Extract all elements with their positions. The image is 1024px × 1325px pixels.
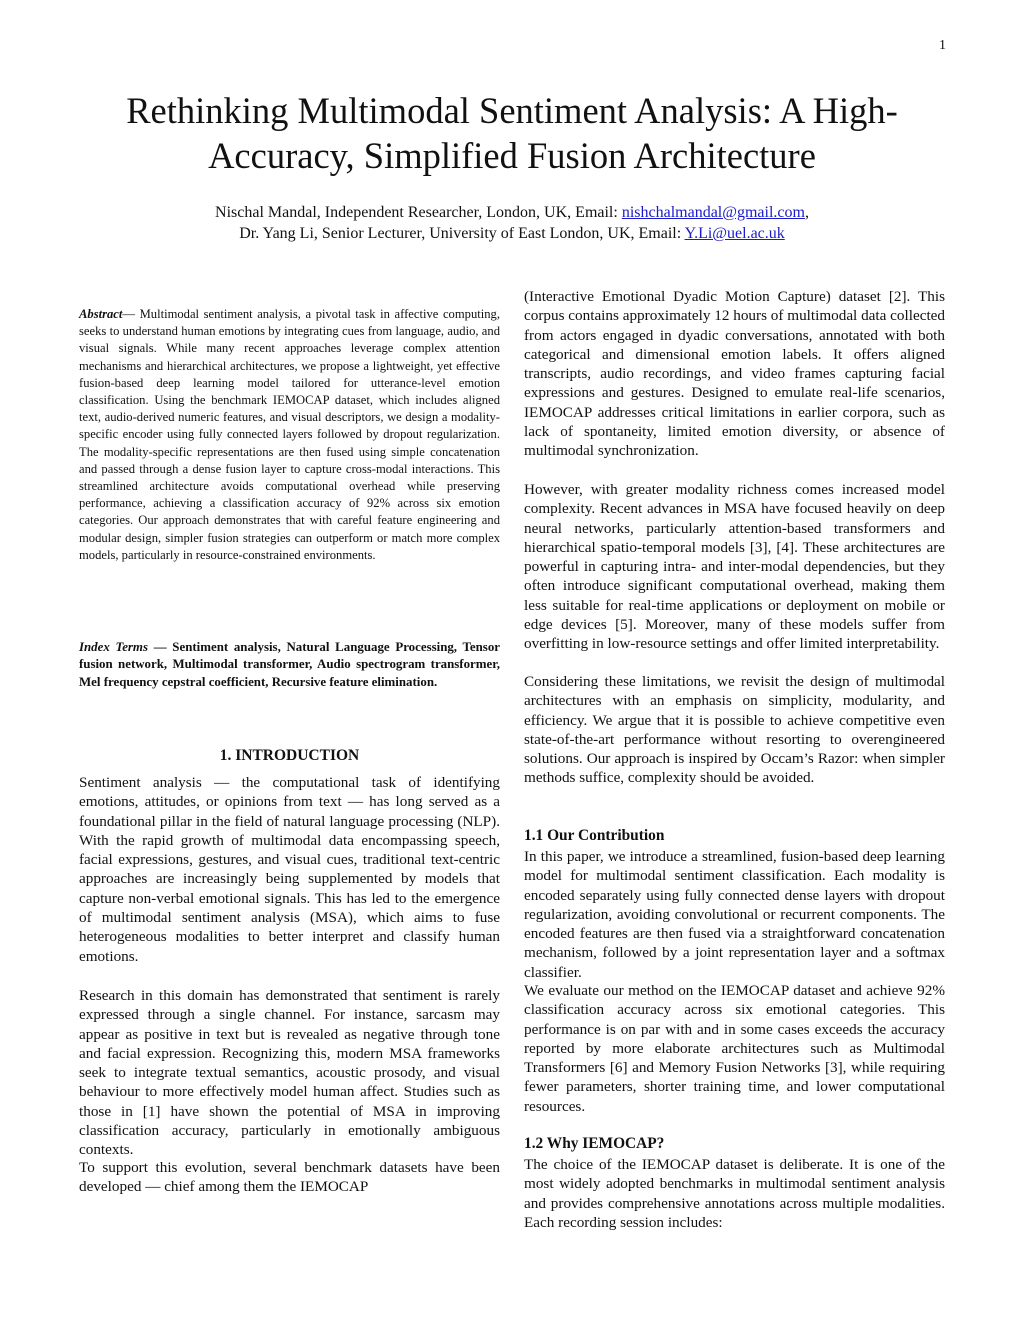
- index-terms-label: Index Terms: [79, 640, 148, 654]
- paper-title: Rethinking Multimodal Sentiment Analysis: A High-Accuracy, Simplified Fusion Architecture: [126, 90, 898, 176]
- author-1-affiliation: Nischal Mandal, Independent Researcher, London, UK, Email:: [215, 204, 622, 221]
- contribution-heading: 1.1 Our Contribution: [524, 827, 665, 844]
- contribution-paragraph-2: We evaluate our method on the IEMOCAP dataset and achieve 92% classification accuracy across six emotional categories. This performance is on par with and in some cases exceeds the accuracy reported by more elaborate architectures such as Multimodal Transformers [6] and Memory Fusion Networks [3], while requiring fewer parameters, shorter training time, and lower computational resources.: [524, 982, 945, 1115]
- intro-paragraph-1: Sentiment analysis — the computational task of identifying emotions, attitudes, or opinions from text — has long served as a foundational pillar in the field of natural language processing (NLP). With the rapid growth of multimodal data encompassing speech, facial expressions, gestures, and visual cues, traditional text-centric approaches are increasingly being supplemented by models that capture non-verbal emotional signals. This has led to the emergence of multimodal sentiment analysis (MSA), which aims to fuse heterogeneous modalities to better interpret and classify human emotions.: [79, 774, 500, 965]
- right-paragraph-1: (Interactive Emotional Dyadic Motion Capture) dataset [2]. This corpus contains approximately 12 hours of multimodal data collected from actors engaged in dyadic conversations, annotated with both categorical and dimensional emotion labels. It offers aligned transcripts, audio recordings, and video frames capturing facial expressions and gestures. Designed to emulate real-life scenarios, IEMOCAP addresses critical limitations in earlier corpora, such as lack of spontaneity, limited emotion diversity, or absence of multimodal synchronization.: [524, 288, 945, 460]
- introduction-heading: 1. INTRODUCTION: [219, 747, 360, 764]
- right-paragraph-2: However, with greater modality richness comes increased model complexity. Recent advances in MSA have focused heavily on deep neural networks, particularly attention-based transformers and hierarchical spatio-temporal models [3], [4]. These architectures are powerful in capturing intra- and inter-modal dependencies, but they often introduce significant computational overhead, making them less suitable for real-time applications or deployment on mobile or edge devices [5]. Moreover, many of these models suffer from overfitting in low-resource settings and offer limited interpretability.: [524, 481, 945, 653]
- author-2-affiliation: Dr. Yang Li, Senior Lecturer, University of East London, UK, Email:: [239, 225, 685, 242]
- why-iemocap-paragraph: The choice of the IEMOCAP dataset is deliberate. It is one of the most widely adopted benchmarks in multimodal sentiment analysis and provides comprehensive annotations across multiple modalities. Each recording session includes:: [524, 1156, 945, 1231]
- abstract: [79, 306, 500, 564]
- author-line-2: [60, 223, 964, 244]
- abstract-text: — Multimodal sentiment analysis, a pivotal task in affective computing, seeks to understand human emotions by integrating cues from language, audio, and visual signals. While many recent approaches leverage complex attention mechanisms and hierarchical architectures, we propose a lightweight, yet effective fusion-based deep learning model tailored for utterance-level emotion classification. Using the benchmark IEMOCAP dataset, which includes aligned text, audio-derived numeric features, and visual descriptors, we design a modality-specific encoder using fully connected layers followed by dropout regularization. The modality-specific representations are then fused using simple concatenation and passed through a dense fusion layer to capture cross-modal interactions. This streamlined architecture avoids computational overhead while preserving performance, achieving a classification accuracy of 92% across six emotion categories. Our approach demonstrates that with careful feature engineering and modular design, simpler fusion strategies can outperform or match more complex models, particularly in resource-constrained environments.: [79, 307, 500, 562]
- intro-paragraph-2: Research in this domain has demonstrated that sentiment is rarely expressed through a single channel. For instance, sarcasm may appear as positive in text but is revealed as negative through tone and facial expression. Recognizing this, modern MSA frameworks seek to integrate textual semantics, acoustic prosody, and visual behaviour to more effectively model human affect. Studies such as those in [1] have shown the potential of MSA in improving classification accuracy, particularly in emotionally ambiguous contexts.: [79, 987, 500, 1159]
- author-2-email-link[interactable]: Y.Li@uel.ac.uk: [684, 225, 785, 242]
- why-iemocap-heading: 1.2 Why IEMOCAP?: [524, 1135, 665, 1152]
- index-terms-text: — Sentiment analysis, Natural Language Processing, Tensor fusion network, Multimodal transformer, Audio spectrogram transformer, Mel frequency cepstral coefficient, Recursive feature elimination.: [79, 640, 500, 689]
- intro-paragraph-3: To support this evolution, several benchmark datasets have been developed — chief among them the IEMOCAP: [79, 1159, 500, 1196]
- contribution-paragraph-1: In this paper, we introduce a streamlined, fusion-based deep learning model for multimodal sentiment classification. Each modality is encoded separately using fully connected dense layers with dropout regularization, avoiding convolutional or recurrent components. The encoded features are then fused via a straightforward concatenation mechanism, followed by a joint representation layer and a softmax classifier.: [524, 848, 945, 981]
- abstract-label: Abstract: [79, 307, 123, 321]
- page-number: 1: [939, 38, 946, 53]
- index-terms: [79, 639, 500, 691]
- author-block: [60, 202, 964, 244]
- author-1-suffix: ,: [804, 204, 809, 221]
- author-line-1: [60, 202, 964, 223]
- right-paragraph-3: Considering these limitations, we revisit the design of multimodal architectures with an emphasis on simplicity, modularity, and efficiency. We argue that it is possible to achieve competitive even state-of-the-art performance without resorting to overengineered solutions. Our approach is inspired by Occam’s Razor: when simpler methods suffice, complexity should be avoided.: [524, 673, 945, 787]
- author-1-email-link[interactable]: nishchalmandal@gmail.com: [621, 204, 805, 221]
